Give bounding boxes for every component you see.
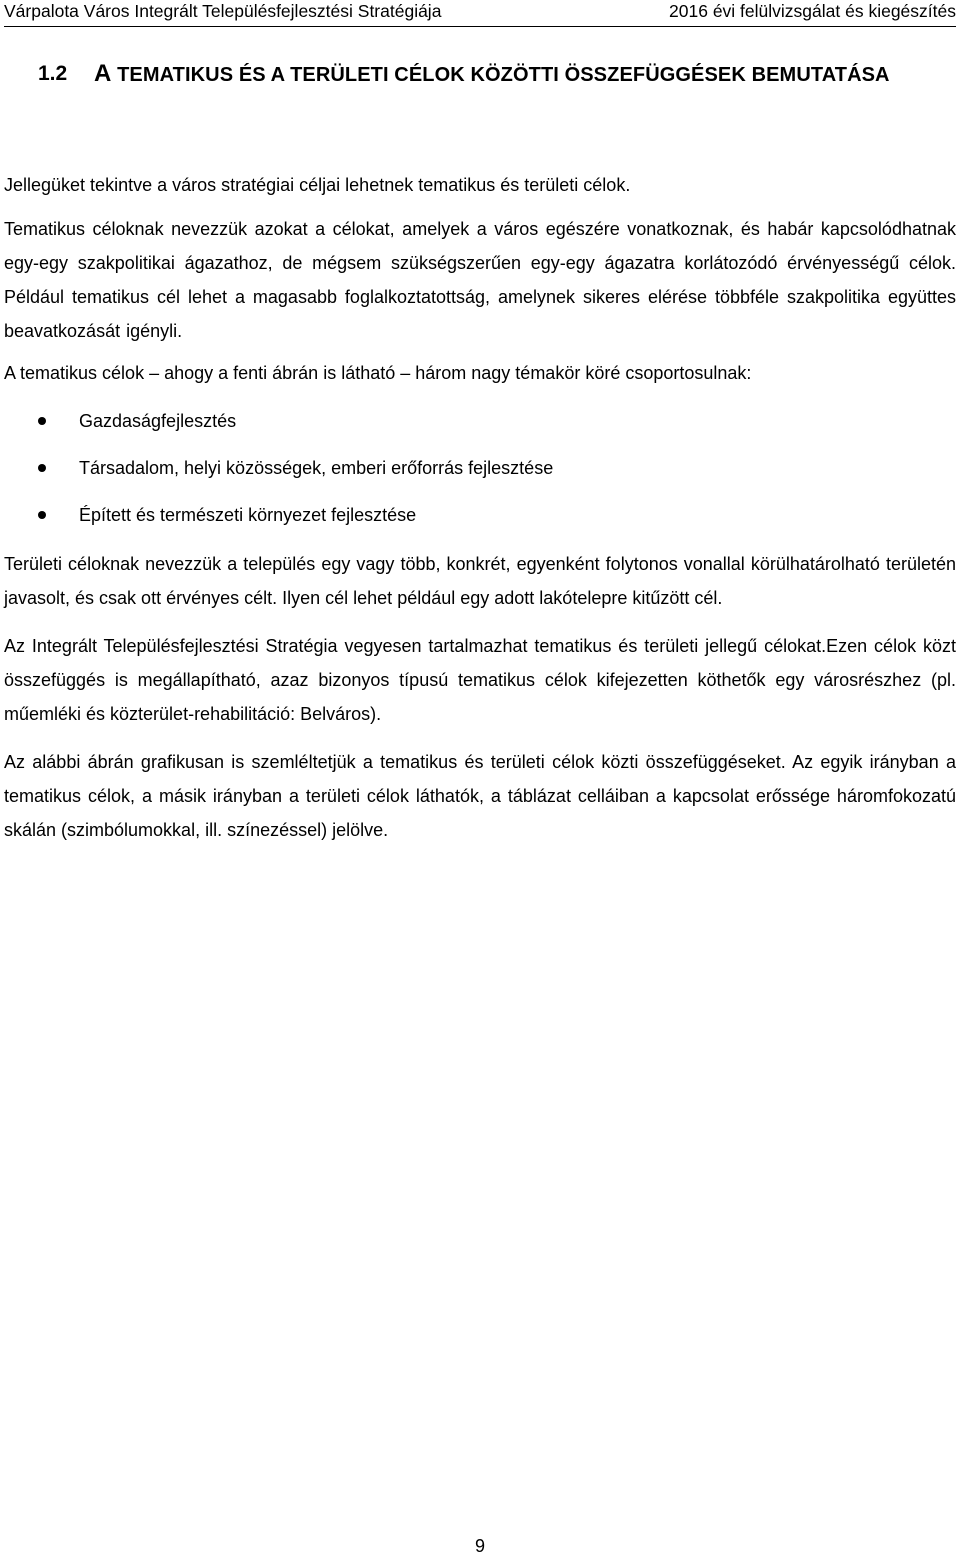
territorial-definition-paragraph: Területi céloknak nevezzük a település egy vagy több, konkrét, egyenként folytonos vonallal körülhatárolható területén javasolt, és csak ott érvényes célt. Ilyen cél lehet például egy adott lakótelepre kitűzött cél.: [4, 554, 956, 608]
thematic-definition-text: Tematikus céloknak nevezzük azokat a célokat, amelyek a város egészére vonatkoznak, és habár kapcsolódhatnak egy-egy szakpolitikai ágazathoz, de mégsem szükségszerűen egy-egy ágazatra korlátozódó érvényességű célok.: [4, 219, 956, 273]
document-body: [4, 170, 956, 847]
bullet-icon: [38, 511, 46, 519]
header-revision-note: 2016 évi felülvizsgálat és kiegészítés: [669, 1, 956, 21]
header-document-title: Várpalota Város Integrált Településfejlesztési Stratégiája: [4, 1, 442, 21]
section-heading: [38, 58, 918, 91]
thematic-definition-paragraph: [4, 212, 956, 348]
thematic-groups-intro: A tematikus célok – ahogy a fenti ábrán is látható – három nagy témakör köré csoportosulnak:: [4, 363, 752, 383]
running-header: [4, 0, 956, 27]
bullet-icon: [38, 464, 46, 472]
list-item-text: Társadalom, helyi közösségek, emberi erőforrás fejlesztése: [79, 458, 554, 478]
section-title-rest: TEMATIKUS ÉS A TERÜLETI CÉLOK KÖZÖTTI ÖSSZEFÜGGÉSEK BEMUTATÁSA: [111, 64, 890, 86]
section-title: [94, 58, 918, 91]
list-item-text: Gazdaságfejlesztés: [79, 411, 237, 431]
thematic-example-text: Például tematikus cél lehet a magasabb foglalkoztatottság, amelynek sikeres elérése többféle szakpolitika együttes beavatkozását igényli.: [4, 287, 956, 341]
list-item: [4, 398, 956, 445]
bullet-icon: [38, 417, 46, 425]
figure-intro-paragraph: Az alábbi ábrán grafikusan is szemléltetjük a tematikus és területi célok közti összefüggéseket. Az egyik irányban a tematikus célok, a másik irányban a területi célok láthatók, a táblázat celláiban a kapcsolat erőssége háromfokozatú skálán (szimbólumokkal, ill. színezéssel) jelölve.: [4, 752, 956, 840]
thematic-groups-list: [4, 398, 956, 539]
list-item: [4, 492, 956, 539]
section-number: 1.2: [38, 62, 68, 85]
page-number: 9: [474, 1536, 485, 1556]
intro-paragraph: Jellegüket tekintve a város stratégiai céljai lehetnek tematikus és területi célok.: [4, 175, 631, 195]
list-item: [4, 445, 956, 492]
list-item-text: Épített és természeti környezet fejlesztése: [79, 505, 417, 525]
mixed-goals-paragraph: Az Integrált Településfejlesztési Stratégia vegyesen tartalmazhat tematikus és területi jellegű célokat.Ezen célok közt összefüggés is megállapítható, azaz bizonyos típusú tematikus célok kifejezetten köthetők egy városrészhez (pl. műemléki és közterület-rehabilitáció: Belváros).: [4, 636, 956, 724]
section-title-initial: A: [94, 60, 112, 87]
